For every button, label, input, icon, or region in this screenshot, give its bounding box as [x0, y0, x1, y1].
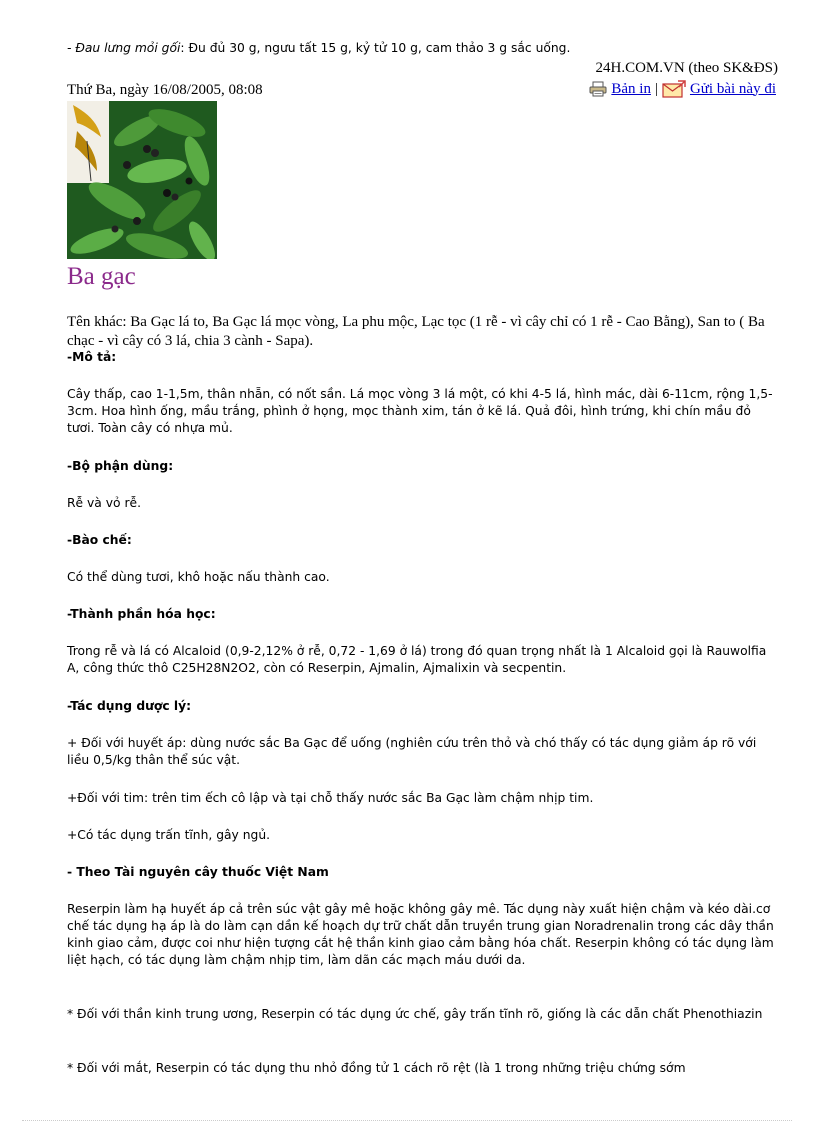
- page-bottom-rule: [22, 1120, 792, 1121]
- other-names: Tên khác: Ba Gạc lá to, Ba Gạc lá mọc vòng, La phu mộc, Lạc tọc (1 rễ - vì cây chỉ có 1 rễ - Cao Bằng), San to ( Ba chạc - vì cây có 3 lá, chia 3 cành - Sapa).: [67, 314, 765, 349]
- intro-label: - Đau lưng mỏi gối: [67, 41, 181, 55]
- article-actions: [589, 80, 776, 98]
- section-heading-parts-used: -Bộ phận dùng:: [67, 459, 174, 473]
- send-article-link[interactable]: Gửi bài này đi: [689, 80, 776, 97]
- section-text-chemistry: Trong rễ và lá có Alcaloid (0,9-2,12% ở rễ, 0,72 - 1,69 ở lá) trong đó quan trọng nhất là 1 Alcaloid gọi là Rauwolfia A, công thức thô C25H28N2O2, còn có Reserpin, Ajmalin, Ajmalixin và secpentin.: [67, 644, 767, 675]
- intro-text: : Đu đủ 30 g, ngưu tất 15 g, kỷ tử 10 g, cam thảo 3 g sắc uống.: [180, 41, 571, 55]
- section-text-eyes: * Đối với mắt, Reserpin có tác dụng thu nhỏ đồng tử 1 cách rõ rệt (là 1 trong những triệu chứng sớm: [67, 1061, 686, 1075]
- article-title: Ba gạc: [67, 263, 136, 290]
- section-heading-pharmacology: -Tác dụng dược lý:: [67, 699, 192, 713]
- section-text-heart: +Đối với tim: trên tim ếch cô lập và tại chỗ thấy nước sắc Ba Gạc làm chậm nhịp tim.: [67, 791, 594, 805]
- section-heading-description: -Mô tả:: [67, 350, 117, 364]
- section-text-sedative: +Có tác dụng trấn tĩnh, gây ngủ.: [67, 828, 271, 842]
- action-separator: |: [654, 80, 658, 97]
- mail-icon[interactable]: [662, 80, 686, 98]
- print-link[interactable]: Bản in: [611, 80, 651, 97]
- printer-icon[interactable]: [589, 81, 607, 97]
- section-heading-chemistry: -Thành phần hóa học:: [67, 607, 216, 621]
- section-text-description: Cây thấp, cao 1-1,5m, thân nhẵn, có nốt sần. Lá mọc vòng 3 lá một, có khi 4-5 lá, hình mác, dài 6-11cm, rộng 1,5-3cm. Hoa hình ống, mầu trắng, phình ở họng, mọc thành xim, tán ở kẽ lá. Quả đôi, hình trứng, khi chín mầu đỏ tươi. Toàn cây có nhựa mủ.: [67, 387, 773, 435]
- section-text-reserpin: Reserpin làm hạ huyết áp cả trên súc vật gây mê hoặc không gây mê. Tác dụng này xuất hiện chậm và kéo dài.cơ chế tác dụng hạ áp là do làm cạn dần kế hoạch dự trữ chất dẫn truyền trung gian Noradrenalin trong các dây thần kinh giao cảm, được coi như hiện tượng cắt hệ thần kinh giao cảm bằng hóa chất. Reserpin không có tác dụng làm liệt hạch, có tác dụng làm chậm nhịp tim, làm dãn các mạch máu dưới da.: [67, 902, 774, 967]
- section-heading-resources: - Theo Tài nguyên cây thuốc Việt Nam: [67, 865, 329, 879]
- intro-line: [67, 40, 570, 57]
- section-text-blood-pressure: + Đối với huyết áp: dùng nước sắc Ba Gạc để uống (nghiên cứu trên thỏ và chó thấy có tác dụng giảm áp rõ với liều 0,5/kg thân thể súc vật.: [67, 736, 757, 767]
- section-text-parts-used: Rễ và vỏ rễ.: [67, 496, 141, 510]
- section-text-preparation: Có thể dùng tươi, khô hoặc nấu thành cao.: [67, 570, 330, 584]
- section-text-cns: * Đối với thần kinh trung ương, Reserpin có tác dụng ức chế, gây trấn tĩnh rõ, giống là các dẫn chất Phenothiazin: [67, 1007, 763, 1021]
- plant-photo: [67, 101, 217, 259]
- article-source: 24H.COM.VN (theo SK&ĐS): [595, 60, 778, 76]
- section-heading-preparation: -Bào chế:: [67, 533, 132, 547]
- article-date: Thứ Ba, ngày 16/08/2005, 08:08: [67, 82, 263, 98]
